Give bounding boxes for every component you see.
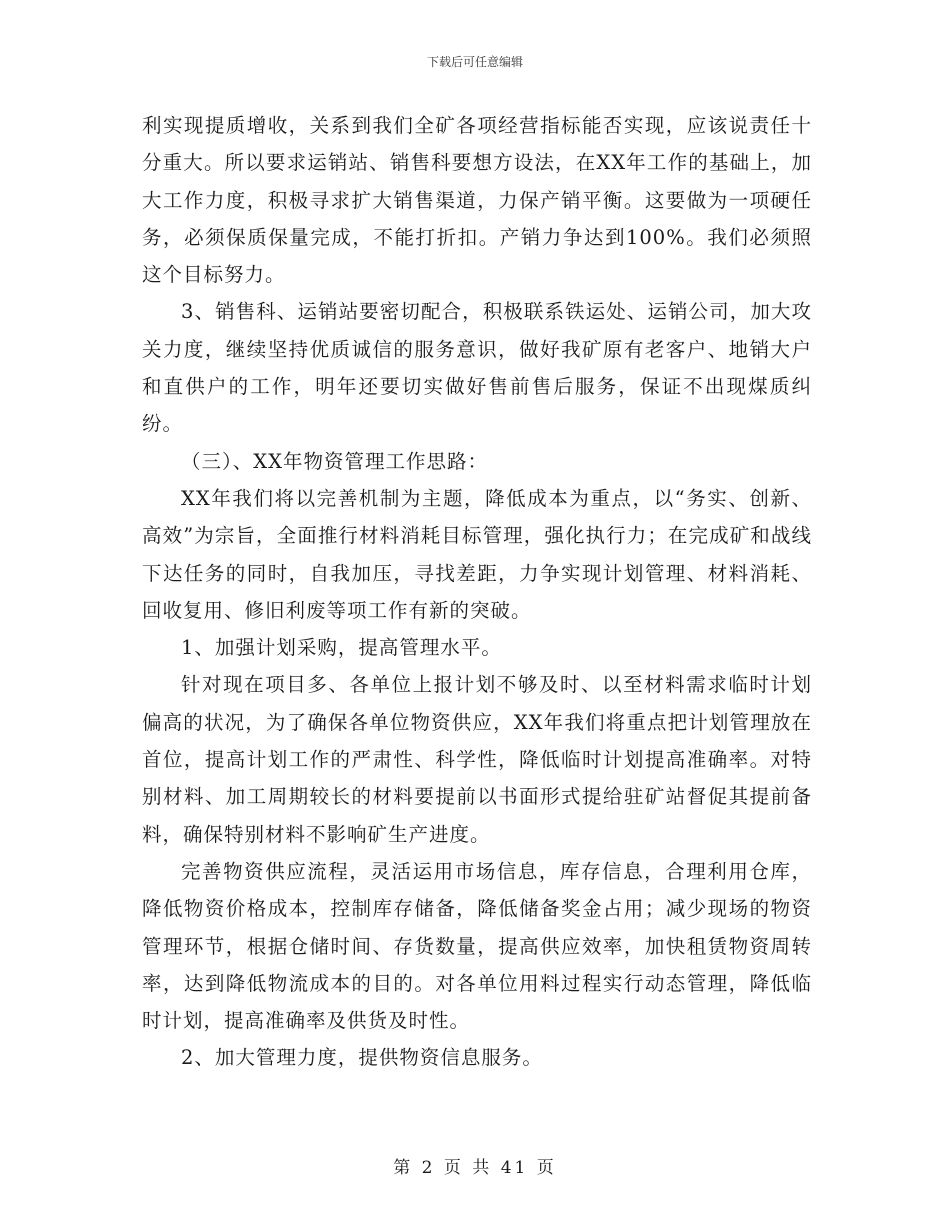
subheading-1: 1、加强计划采购，提高管理水平。 [181,636,502,660]
paragraph-6: 针对现在项目多、各单位上报计划不够及时、以至材料需求临时计划偏高的状况，为了确保各单位物资供应，XX年我们将重点把计划管理放在首位，提高计划工作的严肃性、科学性，降低临时计划提高准确率。对特别材料、加工周期较长的材料要提前以书面形式提给驻矿站督促其提前备料，确保特别材料不影响矿生产进度。 [142,673,812,846]
paragraph-7: 完善物资供应流程，灵活运用市场信息，库存信息，合理利用仓库，降低物资价格成本，控制库存储备，降低储备奖金占用；减少现场的物资管理环节，根据仓储时间、存货数量，提高供应效率，加快租赁物资周转率，达到降低物流成本的目的。对各单位用料过程实行动态管理，降低临时计划，提高准确率及供货及时性。 [142,859,812,1033]
paragraph-2: 3、销售科、运销站要密切配合，积极联系铁运处、运销公司，加大攻关力度，继续坚持优质诚信的服务意识，做好我矿原有老客户、地销大户和直供户的工作，明年还要切实做好售前售后服务，保证不出现煤质纠纷。 [142,300,812,436]
section-heading-3: （三）、XX年物资管理工作思路： [181,449,489,473]
page-header: 下载后可任意编辑 [426,55,523,69]
subheading-2: 2、加大管理力度，提供物资信息服务。 [181,1046,543,1070]
document-body [142,107,812,1077]
paragraph-1: 利实现提质增收，关系到我们全矿各项经营指标能否实现，应该说责任十分重大。所以要求运销站、销售科要想方设法，在XX年工作的基础上，加大工作力度，积极寻求扩大销售渠道，力保产销平衡。这要做为一项硬任务，必须保质保量完成，不能打折扣。产销力争达到100%。我们必须照这个目标努力。 [142,114,812,287]
paragraph-4: XX年我们将以完善机制为主题，降低成本为重点，以“务实、创新、高效”为宗旨，全面推行材料消耗目标管理，强化执行力；在完成矿和战线下达任务的同时，自我加压，寻找差距，力争实现计划管理、材料消耗、回收复用、修旧利废等项工作有新的突破。 [142,486,812,622]
page-number-footer: 第 2 页 共 41 页 [393,1158,557,1178]
